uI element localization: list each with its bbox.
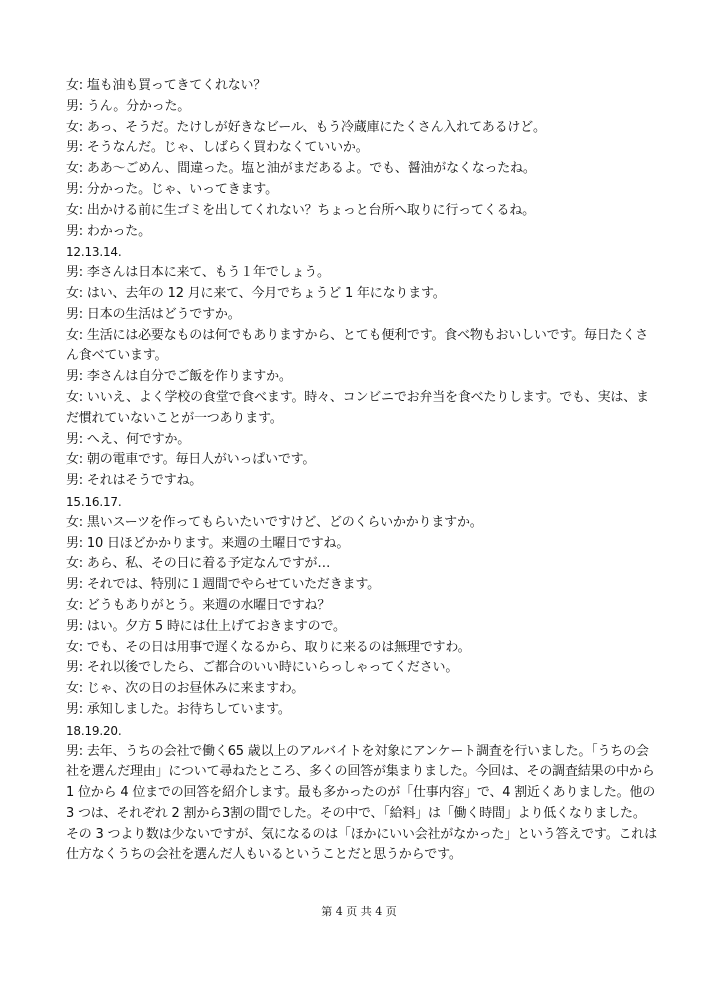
- dialogue-line: 男: はい。夕方 5 時には仕上げておきますので。: [66, 618, 346, 634]
- dialogue-line: 女: 黒いスーツを作ってもらいたいですけど、どのくらいかかりますか。: [66, 514, 483, 530]
- dialogue-line: 女: あっ、そうだ。たけしが好きなビール、もう冷蔵庫にたくさん入れてあるけど。: [66, 119, 546, 135]
- dialogue-line: 女: はい、去年の 12 月に来て、今月でちょうど 1 年になります。: [66, 285, 446, 301]
- dialogue-line: 男: 分かった。じゃ、いってきます。: [66, 181, 278, 197]
- page-footer: 第 4 页 共 4 页: [321, 905, 397, 918]
- section-number: 15.16.17.: [66, 494, 122, 509]
- dialogue-line: 男: わかった。: [66, 223, 151, 239]
- section-number: 18.19.20.: [66, 723, 122, 738]
- dialogue-line: 男: それでは、特別に１週間でやらせていただきます。: [66, 577, 380, 593]
- dialogue-line: 女: 出かける前に生ゴミを出してくれない？ちょっと台所へ取りに行ってくるね。: [66, 202, 535, 218]
- dialogue-line: 女: いいえ、よく学校の食堂で食べます。時々、コンビニでお弁当を食べたりします。でも、実は、まだ慣れていないことが一つあります。: [66, 389, 649, 426]
- dialogue-line: 男: 日本の生活はどうですか。: [66, 306, 241, 322]
- dialogue-line: 男: うん。分かった。: [66, 98, 191, 114]
- dialogue-line: 男: へえ、何ですか。: [66, 431, 191, 447]
- dialogue-line: 女: 塩も油も買ってきてくれない？: [66, 78, 267, 93]
- dialogue-line: 男: 李さんは自分でご飯を作りますか。: [66, 369, 292, 385]
- dialogue-line: 女: じゃ、次の日のお昼休みに来ますわ。: [66, 681, 304, 697]
- dialogue-line: 男: 承知しました。お待ちしています。: [66, 701, 291, 717]
- dialogue-line: 男: そうなんだ。じゃ、しばらく買わなくていいか。: [66, 140, 369, 156]
- dialogue-line: 女: 朝の電車です。毎日人がいっぱいです。: [66, 452, 316, 468]
- dialogue-line: 男: 10 日ほどかかります。来週の土曜日ですね。: [66, 535, 350, 551]
- document-body: [66, 76, 658, 866]
- dialogue-line: 男: 李さんは日本に来て、もう１年でしょう。: [66, 265, 330, 281]
- dialogue-line: 女: ああ～ごめん、間違った。塩と油がまだあるよ。でも、醤油がなくなったね。: [66, 161, 536, 177]
- dialogue-line: 男: それはそうですね。: [66, 473, 203, 489]
- dialogue-line: 女: でも、その日は用事で遅くなるから、取りに来るのは無理ですわ。: [66, 639, 471, 655]
- section-number: 12.13.14.: [66, 245, 122, 260]
- dialogue-line: 女: あら、私、その日に着る予定なんですが…: [66, 556, 331, 572]
- dialogue-line: 女: 生活には必要なものは何でもありますから、とても便利です。食べ物もおいしいです。毎日たくさん食べています。: [66, 327, 649, 364]
- dialogue-line: 男: それ以後でしたら、ご都合のいい時にいらっしゃってください。: [66, 660, 459, 676]
- monologue-paragraph: 男: 去年、うちの会社で働く65 歳以上のアルバイトを対象にアンケート調査を行いました。「うちの会社を選んだ理由」について尋ねたところ、多くの回答が集まりました。今回は、その調査結果の中から 1 位から 4 位までの回答を紹介します。最も多かったのが「仕事内容」で、4 割近くありました。他の 3 つは、それぞれ 2 割から3割の間でした。その中で、「給料」は「働く時間」より低くなりました。その 3 つより数は少ないですが、気になるのは「ほかにいい会社がなかった」という答えです。これは仕方なくうちの会社を選んだ人もいるということだと思うからです。: [66, 743, 657, 863]
- dialogue-line: 女: どうもありがとう。来週の水曜日ですね？: [66, 597, 331, 613]
